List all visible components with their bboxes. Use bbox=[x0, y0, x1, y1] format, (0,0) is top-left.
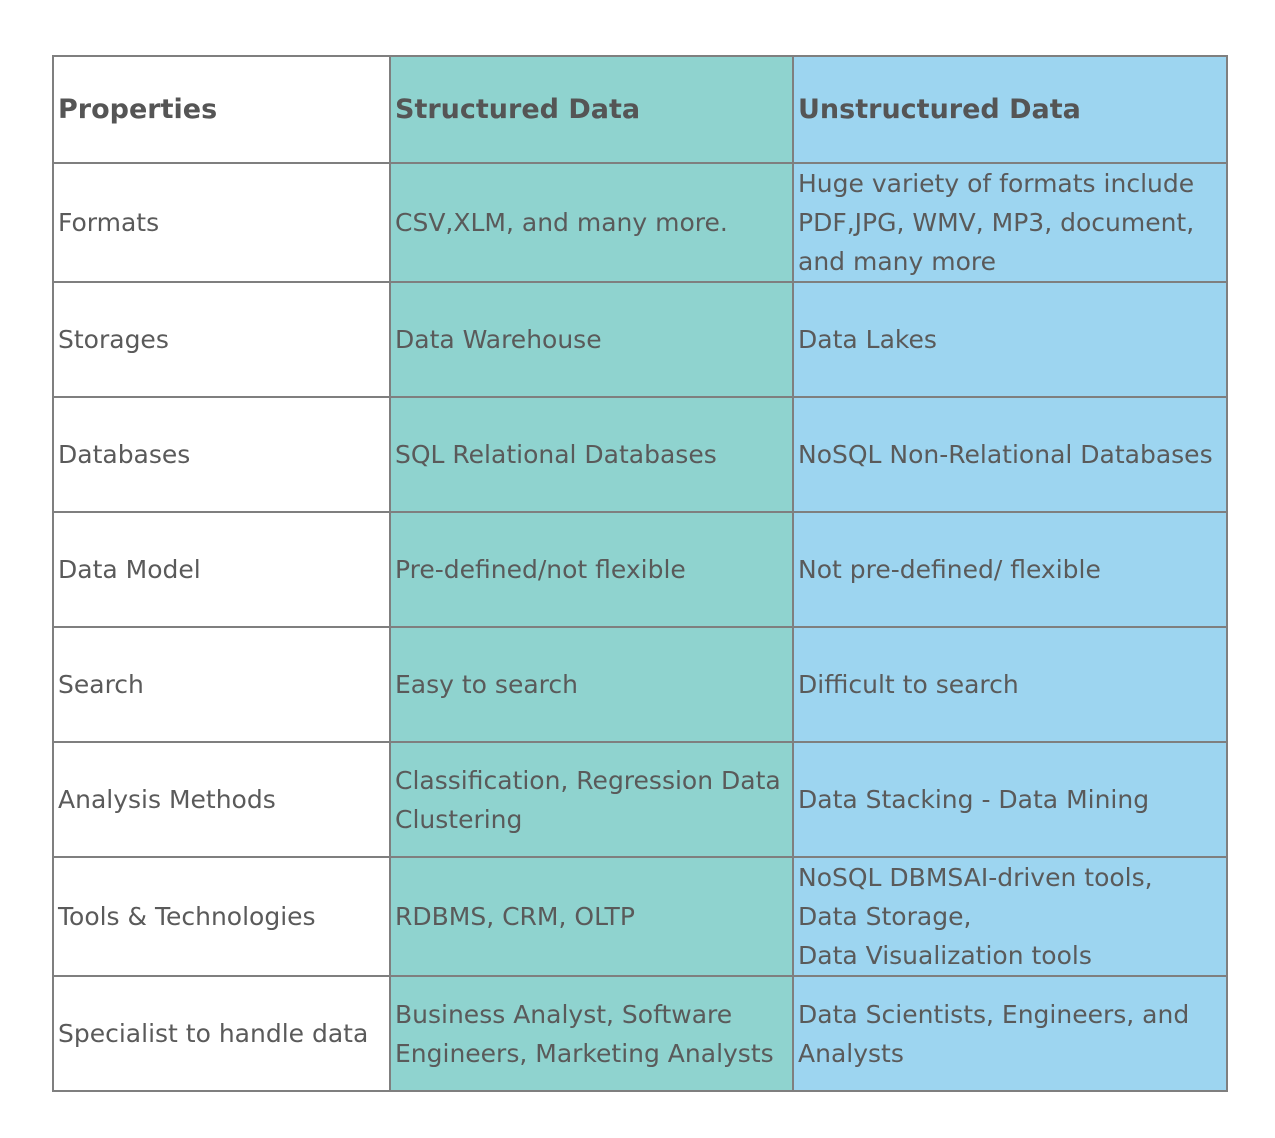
cell-text-line: CSV,XLM, and many more. bbox=[395, 208, 728, 237]
cell-text-line: Difficult to search bbox=[798, 670, 1019, 699]
header-properties: Properties bbox=[53, 56, 390, 163]
structured-cell bbox=[390, 857, 793, 976]
header-structured-data: Structured Data bbox=[390, 56, 793, 163]
cell-text-line: Tools & Technologies bbox=[58, 902, 316, 931]
cell-text-line: Classification, Regression Data bbox=[395, 765, 781, 795]
cell-text-line: SQL Relational Databases bbox=[395, 440, 717, 469]
table-row bbox=[53, 163, 1227, 282]
cell-text-line: Easy to search bbox=[395, 670, 578, 699]
table-row bbox=[53, 512, 1227, 627]
property-cell bbox=[53, 857, 390, 976]
cell-text-line: Engineers, Marketing Analysts bbox=[395, 1038, 774, 1068]
table-row bbox=[53, 976, 1227, 1091]
property-cell bbox=[53, 397, 390, 512]
cell-text-line: Business Analyst, Software bbox=[395, 999, 733, 1029]
structured-cell bbox=[390, 512, 793, 627]
unstructured-cell bbox=[793, 282, 1227, 397]
unstructured-cell bbox=[793, 857, 1227, 976]
structured-cell bbox=[390, 976, 793, 1091]
cell-text-line: Data Model bbox=[58, 555, 201, 584]
table-row bbox=[53, 627, 1227, 742]
unstructured-cell bbox=[793, 976, 1227, 1091]
table-row bbox=[53, 397, 1227, 512]
comparison-table bbox=[52, 55, 1228, 1092]
cell-text-line: Specialist to handle data bbox=[58, 1019, 369, 1048]
cell-text-line: Formats bbox=[58, 208, 160, 237]
cell-text-line: and many more bbox=[798, 247, 996, 276]
cell-text-line: Clustering bbox=[395, 804, 523, 834]
cell-text-line: NoSQL DBMSAI-driven tools, bbox=[798, 863, 1153, 892]
cell-text-line: Search bbox=[58, 670, 144, 699]
cell-text-line: RDBMS, CRM, OLTP bbox=[395, 902, 635, 931]
property-cell bbox=[53, 627, 390, 742]
unstructured-cell bbox=[793, 397, 1227, 512]
table-body bbox=[53, 163, 1227, 1091]
structured-cell bbox=[390, 397, 793, 512]
unstructured-cell bbox=[793, 627, 1227, 742]
structured-cell bbox=[390, 163, 793, 282]
unstructured-cell bbox=[793, 163, 1227, 282]
table-row bbox=[53, 742, 1227, 857]
cell-text-line: PDF,JPG, WMV, MP3, document, bbox=[798, 208, 1195, 237]
cell-text-line: Data Stacking - Data Mining bbox=[798, 785, 1150, 814]
cell-text-line: Storages bbox=[58, 325, 169, 354]
property-cell bbox=[53, 512, 390, 627]
table-row bbox=[53, 857, 1227, 976]
cell-text-line: Data Warehouse bbox=[395, 325, 602, 354]
cell-text-line: Data Lakes bbox=[798, 325, 937, 354]
property-cell bbox=[53, 976, 390, 1091]
structured-cell bbox=[390, 627, 793, 742]
unstructured-cell bbox=[793, 742, 1227, 857]
cell-text-line: Data Storage, bbox=[798, 902, 972, 931]
cell-text-line: Huge variety of formats include bbox=[798, 169, 1195, 198]
cell-text-line: NoSQL Non-Relational Databases bbox=[798, 440, 1213, 469]
header-row bbox=[53, 56, 1227, 163]
table-row bbox=[53, 282, 1227, 397]
cell-text-line: Data Visualization tools bbox=[798, 941, 1092, 970]
cell-text-line: Analysis Methods bbox=[58, 785, 276, 814]
property-cell bbox=[53, 742, 390, 857]
property-cell bbox=[53, 282, 390, 397]
cell-text-line: Data Scientists, Engineers, and bbox=[798, 999, 1190, 1029]
header-unstructured-data: Unstructured Data bbox=[793, 56, 1227, 163]
cell-text-line: Databases bbox=[58, 440, 191, 469]
cell-text-line: Analysts bbox=[798, 1038, 904, 1068]
structured-cell bbox=[390, 742, 793, 857]
structured-cell bbox=[390, 282, 793, 397]
unstructured-cell bbox=[793, 512, 1227, 627]
cell-text-line: Pre-defined/not flexible bbox=[395, 555, 686, 584]
cell-text-line: Not pre-defined/ flexible bbox=[798, 555, 1101, 584]
property-cell bbox=[53, 163, 390, 282]
